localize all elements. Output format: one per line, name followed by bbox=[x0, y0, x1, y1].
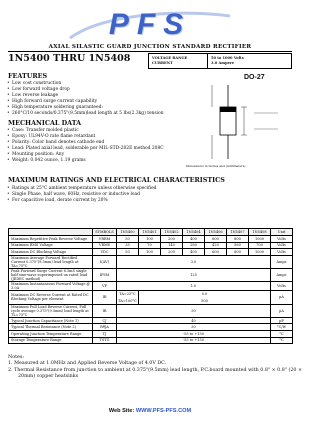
package-drawing bbox=[168, 83, 292, 161]
table-row bbox=[9, 242, 293, 249]
table-cell-param: Maximum Instantaneous Forward Voltage @ 3.0A bbox=[9, 281, 93, 290]
voltage-range-value: 50 to 1000 Volts bbox=[211, 56, 244, 60]
table-cell-unit: Volts bbox=[271, 236, 293, 243]
table-cell-symbol: RθJA bbox=[93, 324, 117, 331]
table-row bbox=[9, 255, 293, 268]
table-cell-symbol: TJ bbox=[93, 330, 117, 337]
table-cell-symbol: VDC bbox=[93, 249, 117, 256]
list-item: • Ratings at 25°C ambient temperature unless otherwise specified bbox=[12, 186, 156, 192]
list-item: • Low forward voltage drop bbox=[12, 87, 164, 93]
table-header: 1N5401 bbox=[139, 229, 161, 236]
notes bbox=[8, 355, 302, 381]
ratings-list bbox=[12, 186, 156, 204]
table-row bbox=[9, 304, 293, 317]
table-header: 1N5402 bbox=[161, 229, 183, 236]
table-header: 1N5404 bbox=[183, 229, 205, 236]
table-header bbox=[9, 229, 93, 236]
title-divider bbox=[8, 51, 292, 52]
table-header: 1N5407 bbox=[227, 229, 249, 236]
table-cell: 125 bbox=[117, 268, 271, 281]
table-row bbox=[9, 330, 293, 337]
table-cell-param: Maximum RMS Voltage bbox=[9, 242, 93, 249]
table-cell: 3.0 bbox=[117, 255, 271, 268]
current-label: CURRENT bbox=[152, 61, 173, 65]
list-item: • Polarity: Color band denotes cathode end bbox=[12, 140, 164, 146]
website-link[interactable]: WWW.PFS-PFS.COM bbox=[135, 408, 192, 414]
table-cell: 280 bbox=[183, 242, 205, 249]
table-cell: 30 bbox=[117, 324, 271, 331]
list-item: • High forward surge current capability bbox=[12, 99, 164, 105]
table-cell-param: Maximum Repetitive Peak Reverse Voltage bbox=[9, 236, 93, 243]
table-header-row bbox=[9, 229, 293, 236]
table-cell: -55 to +150 bbox=[117, 330, 271, 337]
table-cell: 35 bbox=[117, 242, 139, 249]
logo-text: PFS bbox=[108, 8, 192, 41]
table-row bbox=[9, 317, 293, 324]
table-cell-unit: µA bbox=[271, 304, 293, 317]
table-cell: 100 bbox=[139, 236, 161, 243]
condition-label: TA=100°C bbox=[118, 298, 137, 303]
table-cell-param: Maximum Full Load Reverse Current, Full cycle average 0.375"(9.5mm) lead length at TL=75°C bbox=[9, 304, 93, 317]
table-cell-unit: Volts bbox=[271, 281, 293, 290]
table-cell: 1.0 bbox=[117, 281, 271, 290]
table-cell: 500 bbox=[201, 298, 208, 303]
ratings-table bbox=[8, 228, 293, 344]
table-cell: 50 bbox=[117, 249, 139, 256]
table-cell: 5.0 bbox=[201, 292, 208, 297]
table-cell-unit: °C/W bbox=[271, 324, 293, 331]
table-cell: 1000 bbox=[249, 236, 271, 243]
table-cell-symbol: IR bbox=[93, 290, 117, 304]
table-row bbox=[9, 236, 293, 243]
dimension-note: Dimensions in inches and (millimeters) bbox=[186, 164, 246, 168]
table-cell: 70 bbox=[139, 242, 161, 249]
list-item: • Lead: Plated axial lead, solderable per MIL-STD-202E method 208C bbox=[12, 146, 164, 152]
table-cell-unit: °C bbox=[271, 330, 293, 337]
table-cell-unit: °C bbox=[271, 337, 293, 344]
table-row bbox=[9, 337, 293, 344]
table-header: 1N5408 bbox=[249, 229, 271, 236]
table-cell-symbol: IR bbox=[93, 304, 117, 317]
notes-label: Notes: bbox=[8, 355, 24, 360]
list-item: • For capacitive load, derate current by 20% bbox=[12, 198, 156, 204]
table-header: Unit bbox=[271, 229, 293, 236]
table-cell: 560 bbox=[227, 242, 249, 249]
table-cell-param: Maximum DC Blocking Voltage bbox=[9, 249, 93, 256]
current-value: 3.0 Ampere bbox=[211, 61, 235, 65]
table-cell-symbol: TSTG bbox=[93, 337, 117, 344]
table-cell: 600 bbox=[205, 236, 227, 243]
table-cell bbox=[117, 290, 271, 304]
table-cell-symbol: IFSM bbox=[93, 268, 117, 281]
note-2: 2. Thermal Resistance from junction to ambient at 0.375"(9.5mm) lead length, P.C.board mounted with 0.8" × 0.8" (20 × bbox=[8, 367, 303, 373]
table-cell-param: Peak Forward Surge Current 8.3mS single half sine-wave superimposed on rated load (JEDEC method) bbox=[9, 268, 93, 281]
table-cell-param: Storage Temperature Range bbox=[9, 337, 93, 344]
voltage-range-label: VOLTAGE RANGE bbox=[152, 56, 188, 60]
table-cell: 700 bbox=[249, 242, 271, 249]
list-item-continuation: • 260°C/10 seconds/0.375"(9.5mm)lead length at 5 lbs(2.3kg) tension bbox=[12, 111, 164, 117]
table-row bbox=[9, 290, 293, 304]
list-item: • Single Phase, half wave, 60Hz, resistive or inductive load bbox=[12, 192, 156, 198]
list-item: • Weight: 0.042 ounce, 1.19 grams bbox=[12, 158, 164, 164]
table-cell: -55 to +150 bbox=[117, 337, 271, 344]
table-cell-symbol: CJ bbox=[93, 317, 117, 324]
table-cell-symbol: VF bbox=[93, 281, 117, 290]
document-title: AXIAL SILASTIC GUARD JUNCTION STANDARD RECTIFIER bbox=[48, 44, 252, 50]
note-1: 1. Measured at 1.0MHz and Applied Reverse Voltage of 4.0V DC. bbox=[8, 361, 167, 367]
table-cell-symbol: VRRM bbox=[93, 236, 117, 243]
features-title: FEATURES bbox=[8, 72, 48, 80]
table-cell-symbol: VRMS bbox=[93, 242, 117, 249]
table-cell-param: Operating Junction Temperature Range bbox=[9, 330, 93, 337]
table-cell: 50 bbox=[117, 236, 139, 243]
table-row bbox=[9, 324, 293, 331]
table-row bbox=[9, 268, 293, 281]
spec-box bbox=[148, 53, 292, 69]
table-cell-unit: Amps bbox=[271, 255, 293, 268]
table-cell: 200 bbox=[161, 236, 183, 243]
table-header: 1N5400 bbox=[117, 229, 139, 236]
table-cell: 800 bbox=[227, 236, 249, 243]
table-cell-unit: Amps bbox=[271, 268, 293, 281]
table-cell: 140 bbox=[161, 242, 183, 249]
table-cell-unit: pF bbox=[271, 317, 293, 324]
table-row bbox=[9, 281, 293, 290]
website-footer bbox=[0, 408, 300, 414]
logo bbox=[66, 8, 234, 42]
table-cell: 400 bbox=[183, 249, 205, 256]
list-item: • Low cost construction bbox=[12, 81, 164, 87]
table-cell: 800 bbox=[227, 249, 249, 256]
list-item: • Mounting position: Any bbox=[12, 152, 164, 158]
table-header: 1N5406 bbox=[205, 229, 227, 236]
table-cell-symbol: I(AV) bbox=[93, 255, 117, 268]
table-cell: 420 bbox=[205, 242, 227, 249]
mechanical-title: MECHANICAL DATA bbox=[8, 119, 82, 127]
table-cell: 1000 bbox=[249, 249, 271, 256]
table-cell-unit: Volts bbox=[271, 249, 293, 256]
list-item: • Case: Transfer molded plastic bbox=[12, 128, 164, 134]
table-cell: 100 bbox=[139, 249, 161, 256]
cathode-band bbox=[220, 107, 236, 112]
table-cell-unit: µA bbox=[271, 290, 293, 304]
mechanical-list bbox=[12, 128, 164, 165]
website-label: Web Site: bbox=[108, 408, 135, 414]
list-item: • Epoxy: UL94V-O rate flame retardant bbox=[12, 134, 164, 140]
table-cell-param: Maximum Average Forward Rectified Current 0.375"(9.5mm) lead length at TA=75°C bbox=[9, 255, 93, 268]
list-item: • Low reverse leakage bbox=[12, 93, 164, 99]
list-item: • High temperature soldering guaranteed: bbox=[12, 105, 164, 111]
table-cell-unit: Volts bbox=[271, 242, 293, 249]
part-range: 1N5400 THRU 1N5408 bbox=[8, 53, 131, 64]
table-header: SYMBOLS bbox=[93, 229, 117, 236]
table-cell: 200 bbox=[161, 249, 183, 256]
table-cell-param: Maximum DC Reverse Current at Rated DC Blocking Voltage per element bbox=[9, 290, 93, 304]
note-2-continuation: 20mm) copper heatsinks bbox=[18, 374, 79, 380]
condition-label: TA=25°C bbox=[119, 292, 136, 297]
spec-box-divider bbox=[207, 54, 208, 68]
table-cell: 600 bbox=[205, 249, 227, 256]
table-cell: 40 bbox=[117, 317, 271, 324]
table-cell-param: Typical Junction Capacitance (Note 1) bbox=[9, 317, 93, 324]
table-cell: 30 bbox=[117, 304, 271, 317]
table-cell: 400 bbox=[183, 236, 205, 243]
package-name: DO-27 bbox=[244, 74, 265, 81]
features-list bbox=[12, 81, 164, 118]
table-cell-param: Typical Thermal Resistance (Note 2) bbox=[9, 324, 93, 331]
table-row bbox=[9, 249, 293, 256]
ratings-title: MAXIMUM RATINGS AND ELECTRICAL CHARACTERISTICS bbox=[8, 176, 225, 184]
